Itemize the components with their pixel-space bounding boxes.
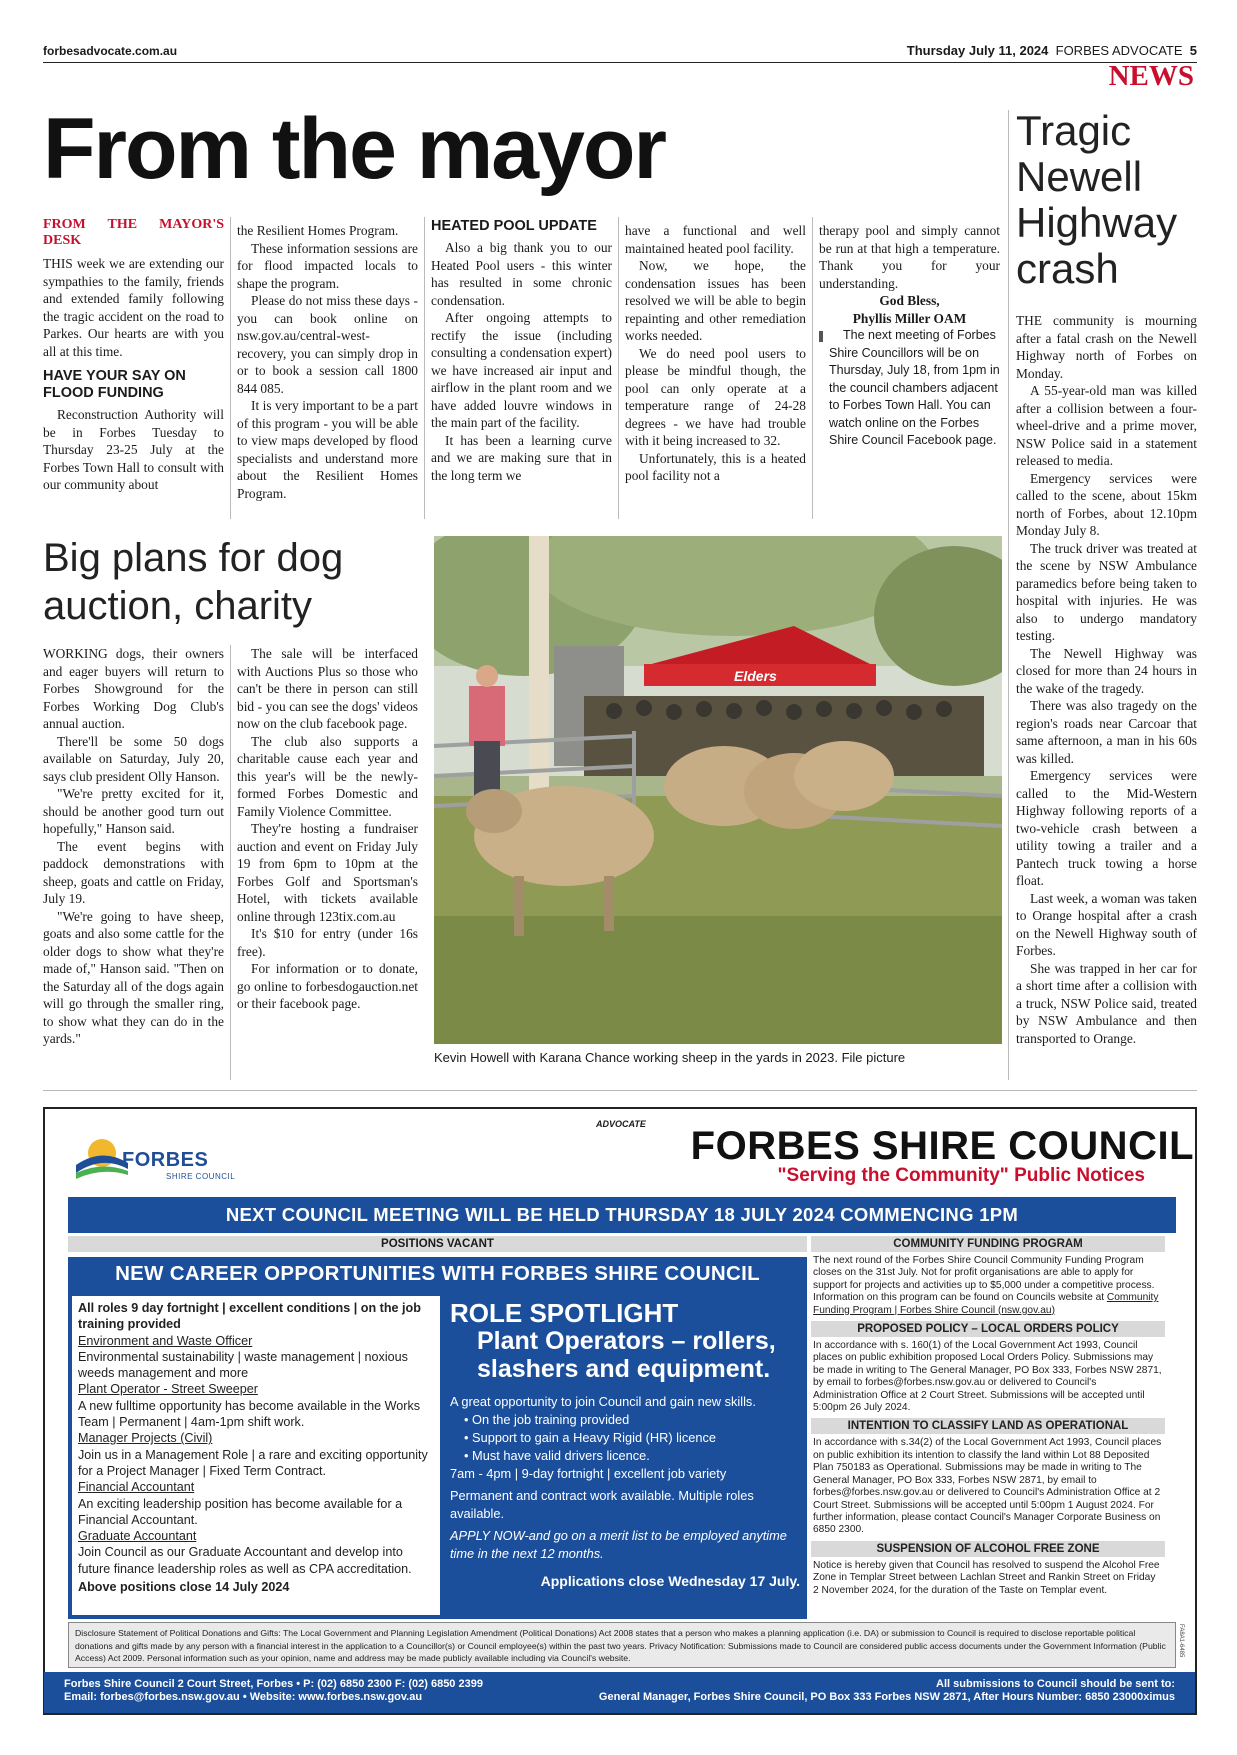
crash-paragraph: Last week, a woman was taken to Orange hospital after a crash on the Newell Highway south of Forbes. (1016, 890, 1197, 958)
mayor-column-1 (43, 217, 224, 494)
dog-column-1 (43, 645, 224, 1048)
mayor-paragraph: Reconstruction Authority will be in Forbes Tuesday to Thursday 23-25 July at the Forbes Town Hall to consult with our community about (43, 407, 224, 492)
mayor-paragraph: It is very important to be a part of this program - you will be able to view maps developed by flood specialists and understand more about the Resilient Homes Program. (237, 398, 418, 501)
pool-subhead: HEATED POOL UPDATE (431, 218, 597, 234)
role-description: Join us in a Management Role | a rare and exciting opportunity for a Project Manager | Fixed Term Contract. (78, 1447, 428, 1478)
crash-paragraph: A 55-year-old man was killed after a collision between a four-wheel-drive and a prime mover, NSW Police said in a statement released to media. (1016, 383, 1197, 468)
column-rule (230, 217, 231, 519)
crash-paragraph: There was also tragedy on the region's roads near Carcoar that same afternoon, a man in his 60s was killed. (1016, 698, 1197, 766)
signoff: God Bless, (879, 293, 940, 308)
spotlight-bullet: • Support to gain a Heavy Rigid (HR) licence (464, 1429, 800, 1447)
dog-headline: Big plans for dog auction, charity (43, 536, 344, 628)
spotlight-permanent: Permanent and contract work available. Multiple roles available. (450, 1488, 754, 1521)
notice-body (811, 1255, 1165, 1317)
crash-article (1016, 312, 1197, 1047)
dog-paragraph: There'll be some 50 dogs available on Saturday, July 20, says club president Olly Hanson. (43, 733, 224, 784)
mayor-column-5 (819, 222, 1000, 450)
council-logo-text: FORBES (122, 1149, 209, 1171)
role-description: Environmental sustainability | waste management | noxious weeds management and more (78, 1349, 408, 1381)
footer-submit-address: General Manager, Forbes Shire Council, PO Box 333 Forbes NSW 2871, After Hours Number: 6850 23000ximus (598, 1691, 1175, 1703)
notice-heading: SUSPENSION OF ALCOHOL FREE ZONE (811, 1541, 1165, 1557)
roles-list (72, 1296, 440, 1615)
roles-intro: All roles 9 day fortnight | excellent conditions | on the job training provided (78, 1301, 421, 1332)
crash-paragraph: The truck driver was treated at the scene by NSW Ambulance paramedics before being taken to hospital with injuries. He was also to undergo mandatory testing. (1016, 540, 1197, 643)
crash-paragraph: Emergency services were called to the Mid-Western Highway following reports of a two-vehicle crash between a utility towing a trailer and a Pantech truck towing a horse float. (1016, 768, 1197, 888)
council-logo-icon (76, 1133, 128, 1181)
mayor-column-4 (625, 222, 806, 485)
section-label: NEWS (1108, 60, 1194, 92)
column-rule (1008, 110, 1009, 1080)
flood-subhead: HAVE YOUR SAY ON FLOOD FUNDING (43, 368, 186, 401)
role-item (78, 1479, 434, 1528)
crash-headline: Tragic Newell Highway crash (1016, 107, 1178, 292)
notice-body: In accordance with s. 160(1) of the Local Government Act 1993, Council places on public exhibition proposed Local Orders Policy. Submissions may be made in writing to The General Manager, PO Box 333, Forbes NSW 2871, by email to forbes@forbes.nsw.gov.au or delivered to Council's Administration Office at 2 Court Street. Submissions will be accepted until 5:00pm 26 July 2024. (813, 1340, 1162, 1414)
issue-date: Thursday July 11, 2024 (906, 43, 1049, 58)
mayor-paragraph: It has been a learning curve and we are making sure that in the long term we (431, 432, 612, 483)
roles-closing: Above positions close 14 July 2024 (78, 1580, 290, 1595)
photo-illustration (434, 536, 1002, 1044)
dog-paragraph: They're hosting a fundraiser auction and event on Friday July 19 from 6pm to 10pm at the Forbes Golf and Sportsman's Hotel, with tickets available online through 123tix.com.au (237, 821, 418, 924)
dog-paragraph: For information or to donate, go online to forbesdogauction.net or their facebook page. (237, 961, 418, 1011)
spotlight-heading: ROLE SPOTLIGHT (450, 1298, 679, 1328)
council-logo-sub: SHIRE COUNCIL (166, 1172, 236, 1181)
disclosure-statement: Disclosure Statement of Political Donations and Gifts: The Local Government and Planning Legislation Amendment (Political Donations) Act 2008 states that a person who makes a planning application (i.e. DA) or submission to Council is required to disclose reportable political donations and gifts made by any person with a financial interest in the application to a Councillor(s) or Council employee(s) within the past two years. Privacy Notification: Submissions made to Council are considered public access documents under the Government Information (Public Access) Act 2009. Personal information such as your opinion, name and address may be made publicly available including via Council's website. (68, 1622, 1176, 1668)
crash-paragraph: Emergency services were called to the scene, about 15km north of Forbes, about 12.10pm Monday July 8. (1016, 470, 1197, 538)
spotlight-bullets (450, 1411, 800, 1465)
footer-submissions (599, 1678, 1175, 1704)
mayor-column-3 (431, 214, 612, 484)
mayor-paragraph: have a functional and well maintained heated pool facility. (625, 223, 806, 256)
mayor-paragraph: Now, we hope, the condensation issues has been resolved we will be able to begin repainting and other remediation works needed. (625, 258, 806, 343)
notice-heading: COMMUNITY FUNDING PROGRAM (811, 1236, 1165, 1252)
spotlight-apply: APPLY NOW-and go on a merit list to be employed anytime time in the next 12 months. (450, 1528, 787, 1561)
meeting-banner: NEXT COUNCIL MEETING WILL BE HELD THURSDAY 18 JULY 2024 COMMENCING 1PM (68, 1197, 1176, 1233)
publication-name: FORBES ADVOCATE (1055, 43, 1183, 58)
mayor-paragraph: We do need pool users to please be mindful though, the pool can only operate at a temperature range of 24-28 degrees - we have had trouble with it being increased to 32. (625, 345, 806, 448)
crash-paragraph: THE community is mourning after a fatal crash on the Newell Highway north of Forbes on Monday. (1016, 313, 1197, 381)
notice-body: Notice is hereby given that Council has resolved to suspend the Alcohol Free Zone in Templar Street between Lachlan Street and Rankin Street on Friday 2 November 2024, for the duration of the Taste on Templar event. (813, 1559, 1160, 1596)
dog-paragraph: It's $10 for entry (under 16s free). (237, 926, 418, 959)
spotlight-closing: Applications close Wednesday 17 July. (540, 1573, 800, 1589)
public-notices (811, 1236, 1165, 1601)
mayor-paragraph: After ongoing attempts to rectify the issue (including consulting a condensation expert) we have increased air input and airflow in the plant room and we have added louvre windows in the main part of the facility. (431, 310, 612, 430)
mayor-paragraph: therapy pool and simply cannot be run at that high a temperature. Thank you for your understanding. (819, 223, 1000, 291)
dog-paragraph: WORKING dogs, their owners and eager buyers will return to Forbes Showground for the Forbes Working Dog Club's annual auction. (43, 646, 224, 731)
dateline (907, 43, 1197, 58)
role-description: A new fulltime opportunity has become available in the Works Team | Permanent | 4am-1pm shift work. (78, 1398, 421, 1430)
dog-paragraph: The sale will be interfaced with Auctions Plus so those who can't be there in person can still bid - you can see the dogs' videos now on the club facebook page. (237, 646, 418, 731)
spotlight-bullet: • On the job training provided (464, 1411, 800, 1429)
dog-paragraph: "We're pretty excited for it, should be another good turn out hopefully," Hanson said. (43, 786, 224, 836)
footer-web: Email: forbes@forbes.nsw.gov.au • Website: www.forbes.nsw.gov.au (64, 1691, 423, 1703)
meeting-note: The next meeting of Forbes Shire Councillors will be on Thursday, July 18, from 1pm in the council chambers adjacent to Forbes Town Hall. You can watch online on the Forbes Shire Council Facebook page. (819, 327, 1000, 450)
positions-vacant-heading: POSITIONS VACANT (68, 1236, 807, 1252)
role-description: Join Council as our Graduate Accountant and develop into future finance leadership roles as well as CPA accreditation. (78, 1545, 412, 1576)
spotlight-intro: A great opportunity to join Council and gain new skills. (450, 1394, 756, 1409)
notice-heading: INTENTION TO CLASSIFY LAND AS OPERATIONAL (811, 1418, 1165, 1434)
photo-caption: Kevin Howell with Karana Chance working sheep in the yards in 2023. File picture (434, 1050, 906, 1065)
footer-address: Forbes Shire Council 2 Court Street, Forbes • P: (02) 6850 2300 F: (02) 6850 2399 (64, 1678, 483, 1690)
header-rule (43, 62, 1197, 63)
role-description: An exciting leadership position has become available for a Financial Accountant. (78, 1496, 403, 1527)
mayor-paragraph: Unfortunately, this is a heated pool facility not a (625, 450, 806, 483)
role-link[interactable]: Plant Operator - Street Sweeper (78, 1382, 258, 1397)
mayor-intro: THIS week we are extending our sympathies to the family, friends and extended family following the tragic accident on the road to Parkes. Our hearts are with you all at this time. (43, 256, 224, 359)
role-link[interactable]: Graduate Accountant (78, 1529, 197, 1544)
council-title: FORBES SHIRE COUNCIL (690, 1124, 1194, 1168)
role-link[interactable]: Manager Projects (Civil) (78, 1431, 213, 1446)
mayor-paragraph: Please do not miss these days - you can book online on nsw.gov.au/central-west-recovery, you can simply drop in or to book a session call 1800 844 085. (237, 293, 418, 396)
column-rule (424, 217, 425, 519)
section-rule (43, 1090, 1197, 1091)
mayor-headline: From the mayor (43, 101, 665, 197)
advocate-mark: ADVOCATE (596, 1119, 646, 1129)
crash-paragraph: She was trapped in her car for a short time after a collision with a truck, NSW Police said, treated by NSW Ambulance and then transported to Orange. (1016, 960, 1197, 1046)
role-item (78, 1528, 434, 1577)
notice-heading: PROPOSED POLICY – LOCAL ORDERS POLICY (811, 1321, 1165, 1337)
spotlight-subheading: Plant Operators – rollers, slashers and equipment. (477, 1327, 776, 1383)
ad-code: FA8A1-6485 (1178, 1624, 1184, 1658)
dog-paragraph: The club also supports a charitable cause each year and this year's will be the newly-formed Forbes Domestic and Family Violence Committee. (237, 733, 418, 819)
mayor-paragraph: Also a big thank you to our Heated Pool users - this winter has resulted in some chronic condensation. (431, 240, 612, 308)
sheep-yard-photo (434, 536, 1002, 1044)
role-item (78, 1333, 434, 1382)
mayor-paragraph: the Resilient Homes Program. (237, 223, 399, 238)
page-number: 5 (1189, 43, 1197, 58)
notice-text: The next round of the Forbes Shire Council Community Funding Program closes on the 31st July. Not for profit organisations are able to apply for support for projects and activities up to $5,000 under a competitive process. Information on this program can be found on Councils website at (813, 1255, 1155, 1304)
column-rule (230, 645, 231, 1080)
footer-contact (64, 1678, 483, 1704)
site-url: forbesadvocate.com.au (43, 44, 178, 58)
mayor-kicker: FROM THE MAYOR'S DESK (43, 217, 224, 248)
council-footer (44, 1672, 1195, 1713)
role-link[interactable]: Financial Accountant (78, 1480, 195, 1495)
dog-paragraph: "We're going to have sheep, goats and also some cattle for the older dogs to show what they're made of," Hanson said. "Then on the Saturday all of the dogs again will go through the smaller ring, to show what they can do in the yards." (43, 908, 224, 1046)
mayor-name: Phyllis Miller OAM (852, 310, 967, 326)
footer-submit-heading: All submissions to Council should be sent to: (936, 1678, 1175, 1690)
career-heading: NEW CAREER OPPORTUNITIES WITH FORBES SHIRE COUNCIL (115, 1262, 760, 1285)
role-item (78, 1430, 434, 1479)
dog-column-2 (237, 645, 418, 1013)
column-rule (812, 217, 813, 519)
spotlight-hours: 7am - 4pm | 9-day fortnight | excellent job variety (450, 1466, 727, 1481)
column-rule (618, 217, 619, 519)
role-link[interactable]: Environment and Waste Officer (78, 1333, 253, 1348)
role-spotlight (450, 1299, 800, 1589)
mayor-column-2 (237, 222, 418, 502)
dog-paragraph: The event begins with paddock demonstrations with sheep, goats and cattle on Friday, July 19. (43, 838, 224, 906)
crash-paragraph: The Newell Highway was closed for more than 24 hours in the wake of the tragedy. (1016, 645, 1197, 696)
mayor-paragraph: These information sessions are for flood impacted locals to shape the program. (237, 240, 418, 291)
role-item (78, 1381, 434, 1430)
notice-body: In accordance with s.34(2) of the Local Government Act 1993, Council places on public exhibition its intention to classify the land within Lot 88 Deposited Plan 750183 as Operational. Submissions may be made in writing to The General Manager, PO Box 333, Forbes NSW 2871, by email to forbes@forbes.nsw.gov.au or delivered to Council's Administration Office at 2 Court Street. Submissions will be accepted until 5:00pm 1 August 2024. For further information, please contact Council's Manager Corporate Business on 6850 2300. (813, 1437, 1162, 1536)
spotlight-bullet: • Must have valid drivers licence. (464, 1447, 800, 1465)
council-tagline: "Serving the Community" Public Notices (777, 1165, 1145, 1186)
funding-program-link[interactable]: Community Funding Program | Forbes Shire Council (nsw.gov.au) (813, 1292, 1159, 1316)
tent-logo: Elders (734, 668, 777, 684)
